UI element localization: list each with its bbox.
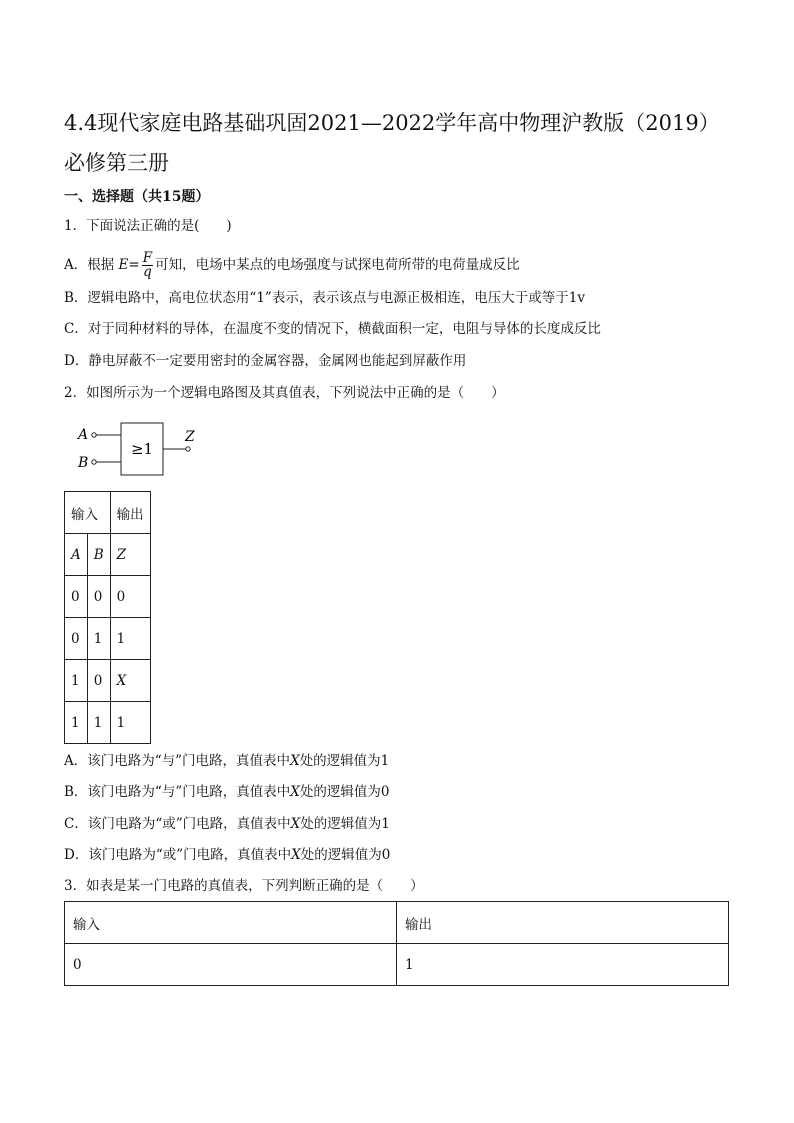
table-cell: 1 bbox=[110, 618, 150, 660]
table-cell: 1 bbox=[87, 618, 110, 660]
table-cell: 1 bbox=[87, 702, 110, 744]
table-cell: 0 bbox=[65, 618, 88, 660]
table-cell: 0 bbox=[110, 576, 150, 618]
q1-formula-numerator: F bbox=[142, 250, 153, 266]
table-row bbox=[65, 576, 151, 618]
var-b: B bbox=[87, 534, 110, 576]
q3-stem: 3．如表是某一门电路的真值表，下列判断正确的是（ ） bbox=[64, 878, 424, 894]
gate-output-z-label: Z bbox=[185, 429, 195, 445]
document-title: 4.4现代家庭电路基础巩固2021—2022学年高中物理沪教版（2019）必修第三册 bbox=[64, 111, 720, 175]
q1-formula-e: E bbox=[118, 257, 129, 273]
gate-input-b-terminal bbox=[92, 460, 96, 464]
table-cell: 0 bbox=[87, 576, 110, 618]
q1-option-a-prefix: A．根据 bbox=[64, 257, 115, 273]
table-cell: 0 bbox=[87, 660, 110, 702]
q1-option-a-suffix: 可知，电场中某点的电场强度与试探电荷所带的电荷量成反比 bbox=[155, 257, 520, 273]
q2-option-b-suffix: 处的逻辑值为0 bbox=[299, 784, 390, 800]
table-cell: 1 bbox=[65, 702, 88, 744]
section-heading: 一、选择题（共15题） bbox=[64, 189, 210, 205]
q2-option-a-prefix: A．该门电路为“与”门电路，真值表中 bbox=[64, 753, 291, 769]
q2-option-a-suffix: 处的逻辑值为1 bbox=[299, 753, 390, 769]
q2-option-b-var: X bbox=[290, 784, 300, 800]
gate-input-a-terminal bbox=[92, 433, 96, 437]
table-row bbox=[65, 902, 729, 944]
q2-option-c bbox=[64, 814, 390, 834]
gate-input-b-label: B bbox=[78, 455, 89, 471]
table-row bbox=[65, 492, 151, 534]
q2-option-d-suffix: 处的逻辑值为0 bbox=[300, 847, 391, 863]
q1-option-b: B．逻辑电路中，高电位状态用“1”表示，表示该点与电源正极相连，电压大于或等于1v bbox=[64, 290, 586, 306]
table-row bbox=[65, 534, 151, 576]
gate-input-a-label: A bbox=[78, 427, 89, 443]
q2-option-c-suffix: 处的逻辑值为1 bbox=[300, 816, 390, 832]
q2-option-a bbox=[64, 751, 389, 771]
table-cell: X bbox=[110, 660, 150, 702]
q1-option-d: D．静电屏蔽不一定要用密封的金属容器，金属网也能起到屏蔽作用 bbox=[64, 353, 467, 369]
q2-option-b bbox=[64, 782, 389, 802]
q2-option-d bbox=[64, 845, 390, 865]
table-row bbox=[65, 618, 151, 660]
q1-formula-denominator: q bbox=[143, 264, 152, 280]
q2-stem: 2．如图所示为一个逻辑电路图及其真值表，下列说法中正确的是（ ） bbox=[64, 385, 505, 401]
q2-truth-table bbox=[64, 491, 151, 744]
header-output: 输出 bbox=[397, 902, 729, 944]
or-gate-diagram bbox=[70, 418, 210, 480]
q2-option-c-var: X bbox=[290, 816, 301, 832]
q2-option-d-var: X bbox=[291, 847, 301, 863]
q1-stem: 1．下面说法正确的是( ) bbox=[64, 218, 232, 234]
q1-option-c: C．对于同种材料的导体，在温度不变的情况下，横截面积一定，电阻与导体的长度成反比 bbox=[64, 321, 601, 337]
q2-option-a-var: X bbox=[290, 753, 300, 769]
q2-option-d-prefix: D．该门电路为“或”门电路，真值表中 bbox=[64, 847, 292, 863]
header-input: 输入 bbox=[65, 492, 111, 534]
header-input: 输入 bbox=[65, 902, 397, 944]
table-cell: 1 bbox=[65, 660, 88, 702]
q1-option-a bbox=[64, 252, 520, 279]
table-row bbox=[65, 702, 151, 744]
header-output: 输出 bbox=[110, 492, 150, 534]
table-cell: 0 bbox=[65, 576, 88, 618]
gate-symbol: ≥1 bbox=[130, 440, 154, 458]
table-cell: 1 bbox=[397, 944, 729, 986]
var-a: A bbox=[65, 534, 88, 576]
var-z: Z bbox=[110, 534, 150, 576]
q3-truth-table bbox=[64, 901, 729, 986]
table-row bbox=[65, 660, 151, 702]
q1-formula-equals: = bbox=[128, 257, 140, 273]
table-cell: 0 bbox=[65, 944, 397, 986]
table-row bbox=[65, 944, 729, 986]
q2-option-c-prefix: C．该门电路为“或”门电路，真值表中 bbox=[64, 816, 291, 832]
table-cell: 1 bbox=[110, 702, 150, 744]
q1-formula-fraction bbox=[142, 252, 153, 279]
q2-option-b-prefix: B．该门电路为“与”门电路，真值表中 bbox=[64, 784, 291, 800]
gate-output-terminal bbox=[186, 447, 190, 451]
